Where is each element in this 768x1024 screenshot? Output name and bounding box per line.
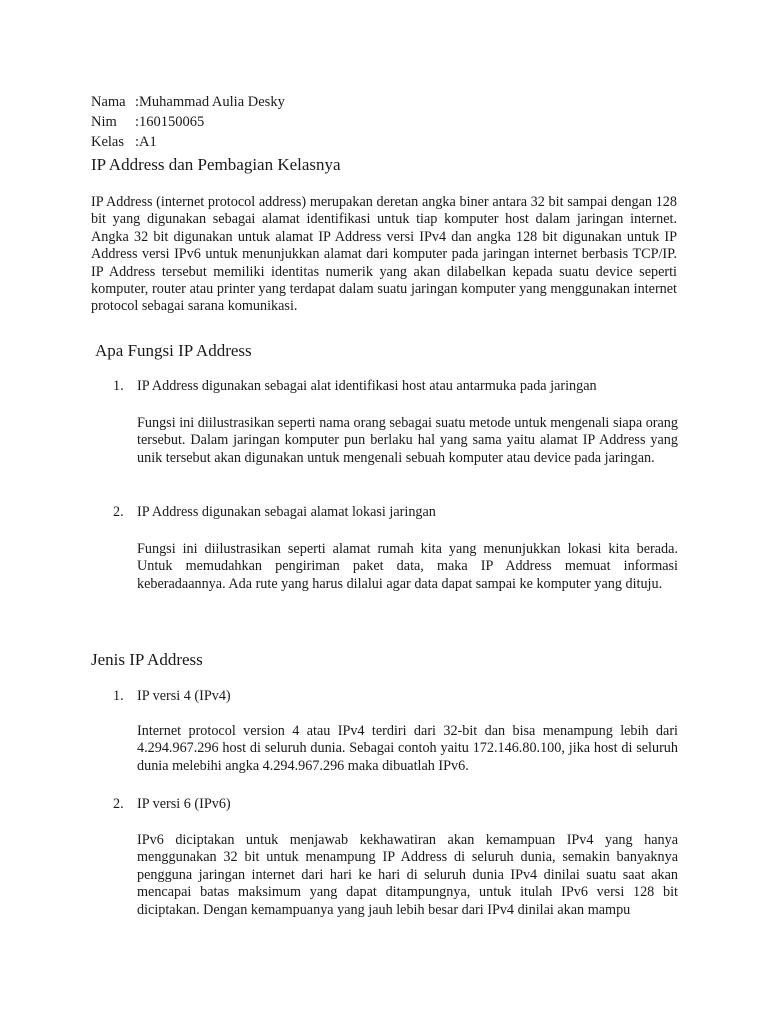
list-item-title: IP Address digunakan sebagai alamat lokasi jaringan xyxy=(137,504,436,520)
student-kelas-row xyxy=(91,132,157,152)
list-number: 1. xyxy=(113,378,124,394)
list-item-title: IP versi 4 (IPv4) xyxy=(137,688,231,704)
name-label: Nama xyxy=(91,94,126,110)
list-item-title: IP Address digunakan sebagai alat identifikasi host atau antarmuka pada jaringan xyxy=(137,378,597,394)
kelas-value: :A1 xyxy=(135,134,157,150)
document-title: IP Address dan Pembagian Kelasnya xyxy=(91,155,341,174)
list-number: 2. xyxy=(113,796,124,812)
jenis-item-1-body: Internet protocol version 4 atau IPv4 terdiri dari 32-bit dan bisa menampung lebih dari 4.294.967.296 host di seluruh dunia. Sebagai contoh yaitu 172.146.80.100, jika host di seluruh dunia melebihi angka 4.294.967.296 maka dibuatlah IPv6. xyxy=(137,723,678,774)
student-name-row xyxy=(91,92,285,112)
jenis-item-2-body: IPv6 diciptakan untuk menjawab kekhawatiran akan kemampuan IPv4 yang hanya menggunakan 32 bit untuk menampung IP Address di seluruh dunia, semakin banyaknya pengguna jaringan internet dari hari ke hari di seluruh dunia IPv4 dinilai suatu saat akan mencapai batas maksimum yang dapat ditampungnya, untuk itulah IPv6 versi 128 bit diciptakan. Dengan kemampuanya yang jauh lebih besar dari IPv4 dinilai akan mampu xyxy=(137,832,678,918)
section-heading-jenis: Jenis IP Address xyxy=(91,650,203,669)
fungsi-item-2-body: Fungsi ini diilustrasikan seperti alamat rumah kita yang menunjukkan lokasi kita berada. Untuk memudahkan pengiriman paket data, maka IP Address memuat informasi keberadaannya. Ada rute yang harus dilalui agar data dapat sampai ke komputer yang dituju. xyxy=(137,541,678,592)
intro-paragraph: IP Address (internet protocol address) merupakan deretan angka biner antara 32 bit sampai dengan 128 bit yang digunakan sebagai alamat identifikasi untuk tiap komputer host dalam jaringan internet. Angka 32 bit digunakan untuk alamat IP Address versi IPv4 dan angka 128 bit digunakan untuk IP Address versi IPv6 untuk menunjukkan alamat dari komputer pada jaringan internet berbasis TCP/IP. IP Address tersebut memiliki identitas numerik yang akan dilabelkan kepada suatu device seperti komputer, router atau printer yang terdapat dalam suatu jaringan komputer yang menggunakan internet protocol sebagai sarana komunikasi. xyxy=(91,194,677,315)
list-number: 2. xyxy=(113,504,124,520)
nim-value: :160150065 xyxy=(135,114,205,130)
nim-label: Nim xyxy=(91,114,117,130)
section-heading-fungsi: Apa Fungsi IP Address xyxy=(95,341,252,360)
name-value: :Muhammad Aulia Desky xyxy=(135,94,285,110)
student-nim-row xyxy=(91,112,204,132)
list-item-title: IP versi 6 (IPv6) xyxy=(137,796,231,812)
fungsi-item-1-body: Fungsi ini diilustrasikan seperti nama orang sebagai suatu metode untuk mengenali siapa orang tersebut. Dalam jaringan komputer pun berlaku hal yang sama yaitu alamat IP Address yang unik tersebut akan digunakan untuk mengenali sebuah komputer atau device pada jaringan. xyxy=(137,415,678,466)
list-number: 1. xyxy=(113,688,124,704)
kelas-label: Kelas xyxy=(91,134,125,150)
